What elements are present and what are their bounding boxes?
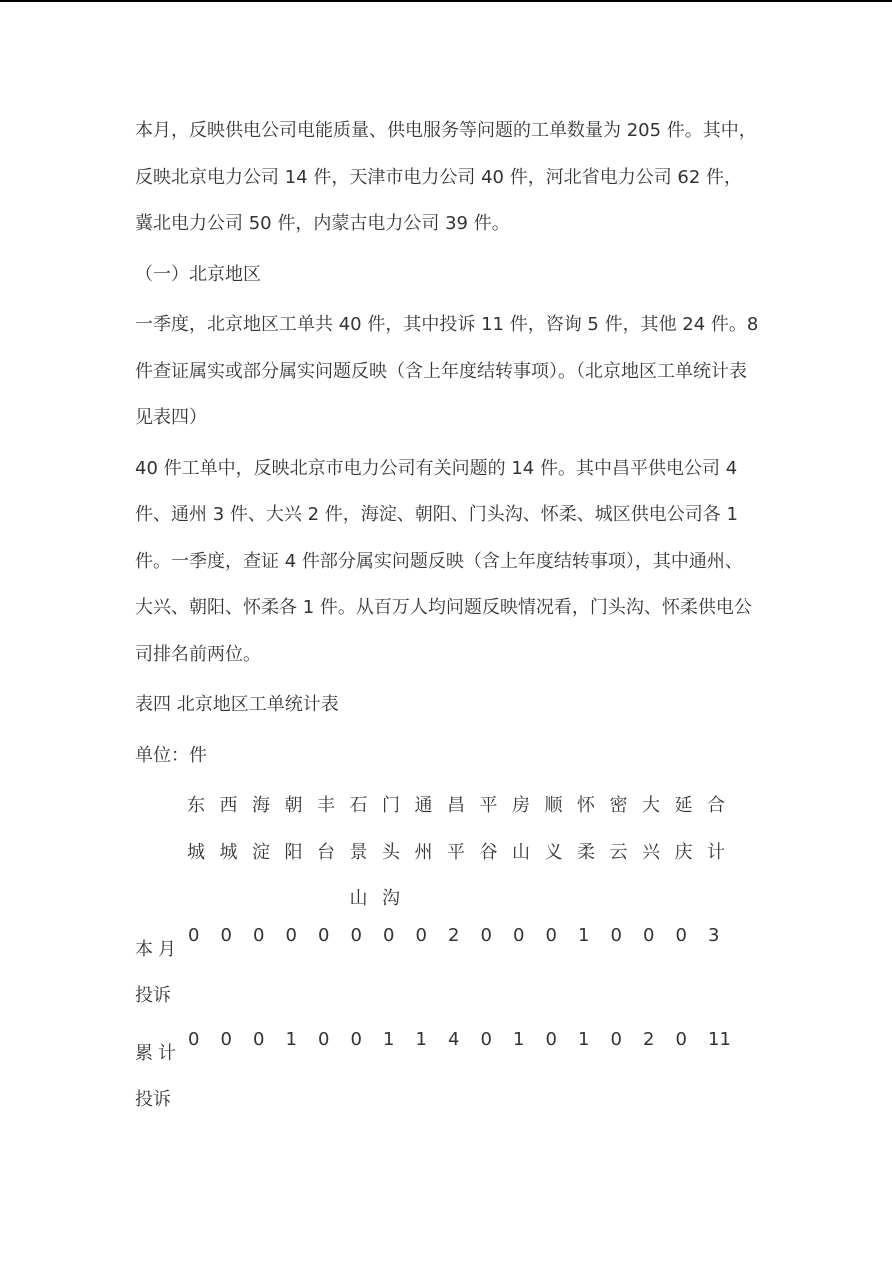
column-header (480, 783, 513, 923)
table-cell: 0 (350, 924, 362, 946)
column-header-char: 兴 (642, 841, 660, 863)
table-cell: 1 (383, 1028, 395, 1050)
column-header-char: 义 (544, 841, 563, 863)
column-header-char: 云 (609, 841, 628, 863)
column-header-char: 阳 (284, 841, 303, 863)
paragraph-beijing-quarter: 一季度，北京地区工单共 40 件，其中投诉 11 件，咨询 5 件，其他 24 件。8 件查证属实或部分属实问题反映（含上年度结转事项）。（北京地区工单统计表见表四） (135, 314, 759, 428)
column-header-char: 大 (642, 795, 660, 816)
column-header (512, 783, 545, 923)
column-header (382, 783, 415, 923)
row-label-line: 累计 (135, 1042, 181, 1064)
column-header-char: 西 (219, 795, 238, 816)
table-cell: 0 (480, 924, 492, 946)
paragraph-beijing-detail: 40 件工单中，反映北京市电力公司有关问题的 14 件。其中昌平供电公司 4 件、通州 3 件、大兴 2 件，海淀、朝阳、门头沟、怀柔、城区供电公司各 1 件。一季度，查证 4 件部分属实问题反映（含上年度结转事项），其中通州、大兴、朝阳、怀柔各 1 件。从百万人均问题反映情况看，门头沟、怀柔供电公司排名前两位。 (135, 457, 752, 665)
column-header-char: 平 (447, 841, 465, 863)
column-header (577, 783, 610, 923)
table-cell: 0 (513, 924, 525, 946)
table-cell: 0 (383, 924, 395, 946)
column-header-char: 城 (187, 841, 205, 863)
table-cell: 1 (578, 924, 590, 946)
column-header (350, 783, 383, 923)
column-header-char: 城 (219, 841, 238, 863)
column-header-char: 海 (252, 795, 270, 816)
row-label-line: 投诉 (135, 985, 171, 1006)
column-header (187, 783, 220, 923)
column-header (610, 783, 643, 923)
row-label (135, 923, 187, 1020)
table-cell: 0 (480, 1028, 492, 1050)
column-header-char: 景 (349, 841, 368, 863)
table-cell: 3 (708, 924, 720, 946)
table-cell: 4 (448, 1028, 460, 1050)
column-header (317, 783, 350, 923)
column-header-char: 淀 (252, 841, 270, 863)
table-cell: 0 (610, 1028, 622, 1050)
table-cell: 0 (675, 1028, 687, 1050)
paragraph-summary: 本月，反映供电公司电能质量、供电服务等问题的工单数量为 205 件。其中，反映北京电力公司 14 件，天津市电力公司 40 件，河北省电力公司 62 件，冀北电力公司 50 件，内蒙古电力公司 39 件。 (135, 120, 757, 234)
column-header-char: 门 (382, 795, 400, 816)
table-caption: 表四 北京地区工单统计表 (135, 694, 339, 715)
row-label (135, 1027, 187, 1124)
column-header-char: 顺 (544, 795, 563, 816)
table-cell: 0 (350, 1028, 362, 1050)
column-header-char: 昌 (447, 795, 465, 816)
column-header-char: 柔 (577, 841, 595, 863)
column-header-char: 州 (414, 841, 433, 863)
table-cell: 0 (610, 924, 622, 946)
table-cell: 1 (285, 1028, 297, 1050)
column-header-char: 计 (707, 841, 725, 863)
table-cell: 2 (448, 924, 460, 946)
table-body (135, 923, 760, 1131)
column-header-char: 沟 (382, 888, 400, 909)
column-header (220, 783, 253, 923)
column-header (707, 783, 740, 923)
table-cell: 0 (285, 924, 297, 946)
column-header (285, 783, 318, 923)
column-header-char: 合 (707, 795, 725, 816)
column-header-char: 谷 (479, 841, 498, 863)
column-header-char: 通 (414, 795, 433, 816)
beijing-stat-table (135, 783, 760, 1131)
document-body (135, 108, 760, 1131)
column-header (642, 783, 675, 923)
column-header-char: 山 (349, 888, 368, 909)
column-header-char: 山 (512, 841, 530, 863)
table-cell: 0 (675, 924, 687, 946)
table-cell: 0 (318, 1028, 330, 1050)
table-cell: 0 (220, 924, 232, 946)
column-header-char: 延 (674, 795, 693, 816)
row-label-line: 本月 (135, 938, 181, 960)
column-header-char: 东 (187, 795, 205, 816)
table-cell: 0 (188, 1028, 200, 1050)
table-row (135, 1027, 760, 1131)
row-label-line: 投诉 (135, 1089, 171, 1110)
column-header (415, 783, 448, 923)
column-header-char: 头 (382, 841, 400, 863)
table-cell: 0 (253, 1028, 265, 1050)
table-cell: 11 (708, 1028, 731, 1050)
column-header-char: 朝 (284, 795, 303, 816)
top-border-line (0, 0, 892, 2)
table-cell: 1 (513, 1028, 525, 1050)
table-row (135, 923, 760, 1027)
table-cell: 0 (545, 924, 557, 946)
table-cell: 0 (220, 1028, 232, 1050)
column-header-char: 怀 (577, 795, 595, 816)
section-heading-beijing: （一）北京地区 (135, 263, 261, 285)
table-cell: 1 (415, 1028, 427, 1050)
table-cell: 0 (188, 924, 200, 946)
table-unit: 单位：件 (135, 744, 207, 766)
table-cell: 0 (545, 1028, 557, 1050)
table-header-row (135, 783, 760, 923)
column-header-char: 庆 (674, 841, 693, 863)
column-header (447, 783, 480, 923)
column-header-char: 平 (479, 795, 498, 816)
column-header-char: 丰 (317, 795, 335, 816)
table-cell: 0 (253, 924, 265, 946)
column-header (545, 783, 578, 923)
table-cell: 1 (578, 1028, 590, 1050)
table-cell: 0 (415, 924, 427, 946)
column-header-char: 台 (317, 841, 335, 863)
column-header (252, 783, 285, 923)
column-header-char: 房 (512, 795, 530, 816)
table-cell: 0 (643, 924, 655, 946)
column-header-char: 石 (349, 795, 368, 816)
column-header-char: 密 (609, 795, 628, 816)
table-cell: 0 (318, 924, 330, 946)
table-cell: 2 (643, 1028, 655, 1050)
column-header (675, 783, 708, 923)
